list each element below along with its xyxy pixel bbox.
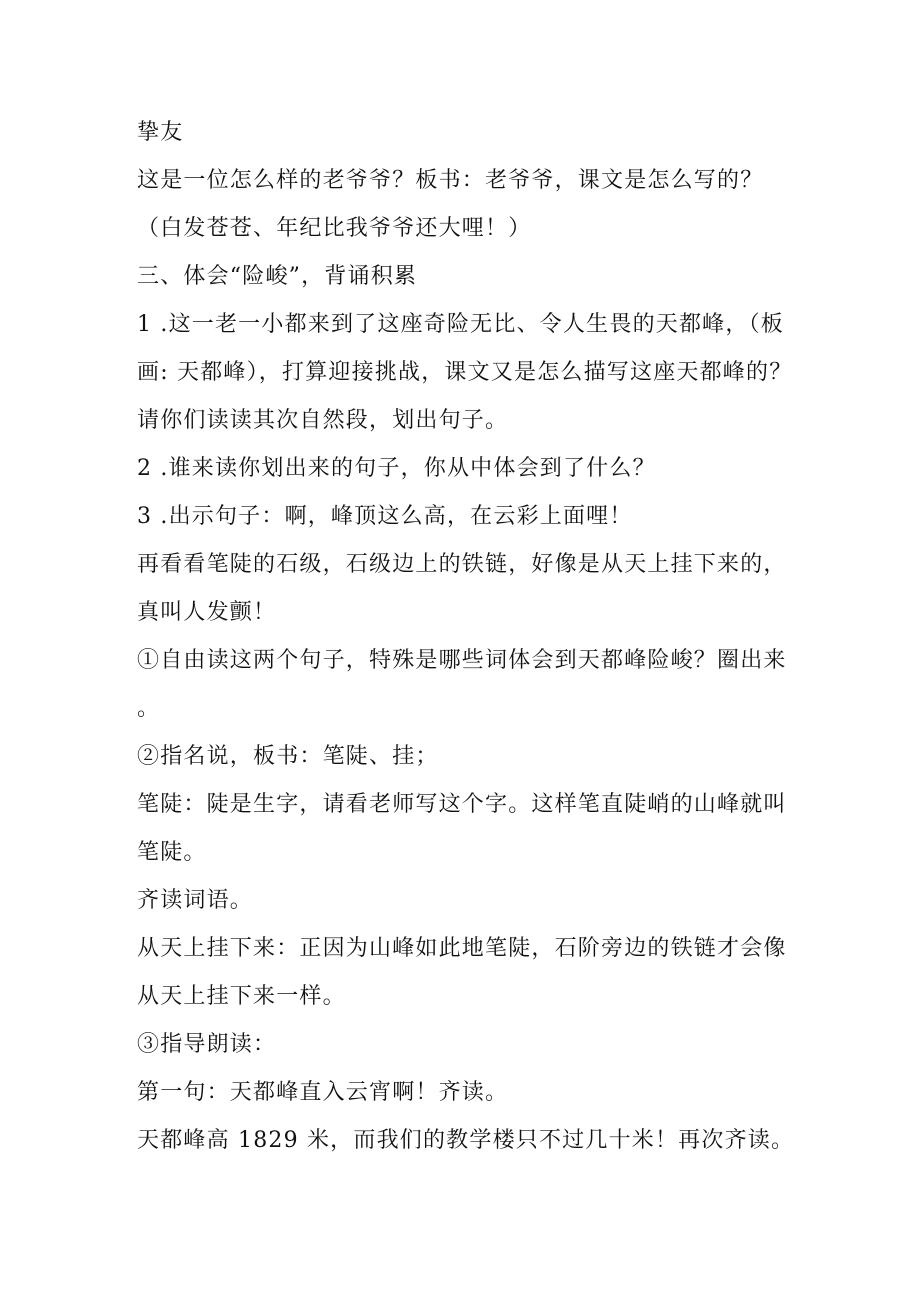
- text-line-11: 真叫人发颤！: [137, 600, 277, 625]
- text-line-17: 齐读词语。: [137, 888, 254, 913]
- text-line-3: （白发苍苍、年纪比我爷爷还大哩！）: [137, 216, 532, 241]
- text-line-8: 2 .谁来读你划出来的句子，你从中体会到了什么？: [137, 456, 656, 481]
- text-line-10: 再看看笔陡的石级，石级边上的铁链，好像是从天上挂下来的，: [137, 552, 787, 577]
- text-line-5: 1 .这一老一小都来到了这座奇险无比、令人生畏的天都峰，（板: [137, 312, 784, 337]
- text-line-7: 请你们读读其次自然段，划出句子。: [137, 408, 509, 433]
- text-line-19: 从天上挂下来一样。: [137, 984, 346, 1009]
- text-line-16: 笔陡。: [137, 840, 207, 865]
- text-line-22: 天都峰高 1829 米，而我们的教学楼只不过几十米！再次齐读。: [137, 1128, 795, 1153]
- text-line-15: 笔陡：陡是生字，请看老师写这个字。这样笔直陡峭的山峰就叫: [137, 792, 787, 817]
- section-heading: 三、体会“险峻”，背诵积累: [137, 264, 418, 289]
- text-line-18: 从天上挂下来：正因为山峰如此地笔陡，石阶旁边的铁链才会像: [137, 936, 787, 961]
- text-line-1: 挚友: [137, 120, 184, 145]
- text-line-12: ①自由读这两个句子，特殊是哪些词体会到天都峰险峻？圈出来: [137, 648, 787, 673]
- text-line-2: 这是一位怎么样的老爷爷？板书：老爷爷，课文是怎么写的？: [137, 168, 764, 193]
- text-line-6: 画: 天都峰），打算迎接挑战，课文又是怎么描写这座天都峰的？: [137, 360, 793, 385]
- text-line-21: 第一句：天都峰直入云宵啊！齐读。: [137, 1080, 509, 1105]
- text-line-20: ③指导朗读：: [137, 1032, 277, 1057]
- text-line-13: 。: [137, 696, 161, 721]
- text-line-14: ②指名说，板书：笔陡、挂；: [137, 744, 439, 769]
- text-line-9: 3 .出示句子：啊，峰顶这么高，在云彩上面哩！: [137, 504, 633, 529]
